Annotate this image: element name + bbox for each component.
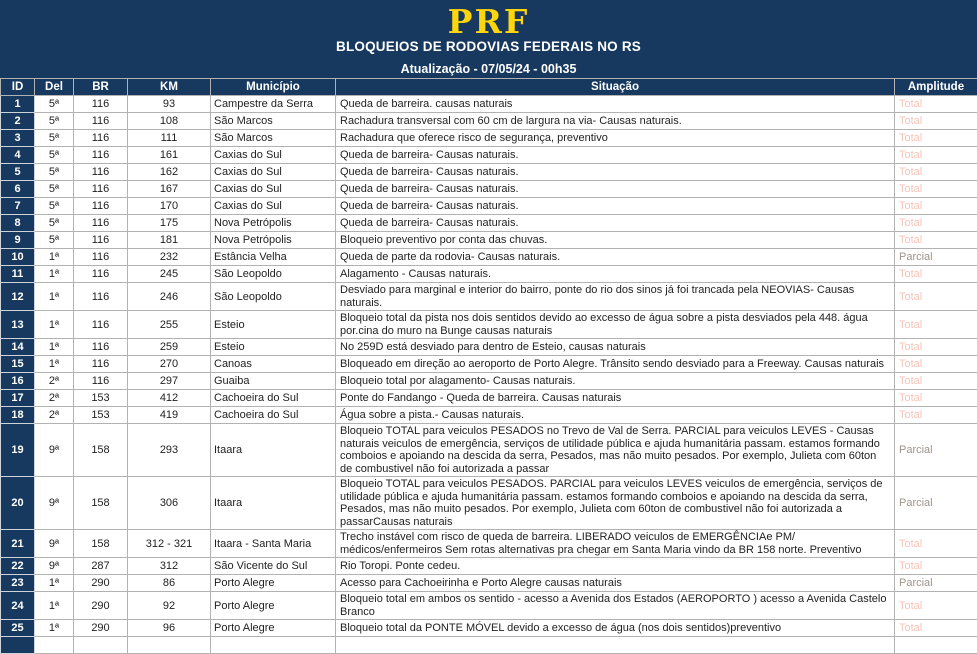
row-id-cell: 24 — [1, 592, 35, 620]
row-id-cell — [1, 637, 35, 654]
row-id-cell: 17 — [1, 390, 35, 407]
row-id-cell: 22 — [1, 558, 35, 575]
amplitude-cell — [895, 637, 977, 654]
situacao-cell: Bloqueio total em ambos os sentido - acesso a Avenida dos Estados (AEROPORTO ) acesso a Avenida Castelo Branco — [336, 592, 895, 620]
situacao-cell: Bloqueio TOTAL para veiculos PESADOS. PARCIAL para veiculos LEVES veiculos de emergência, serviços de utilidade pública e ajuda humanitária passam. estamos formando comboios e apoiando na descida da serra, Pesados, mas não muito pesados. Por exemplo, Julieta com 60ton de combustivel não foi autorizada a passarCausas naturais — [336, 477, 895, 530]
br-cell: 116 — [74, 181, 128, 198]
amplitude-cell: Total — [895, 181, 977, 198]
municipio-cell: Cachoeira do Sul — [211, 407, 336, 424]
km-cell: 181 — [128, 232, 211, 249]
blockades-table — [0, 78, 977, 654]
br-cell: 116 — [74, 147, 128, 164]
km-cell: 297 — [128, 373, 211, 390]
br-cell: 116 — [74, 113, 128, 130]
municipio-cell: Caxias do Sul — [211, 147, 336, 164]
row-id-cell: 21 — [1, 530, 35, 558]
table-row — [1, 390, 977, 407]
municipio-cell: Itaara — [211, 477, 336, 530]
km-cell: 162 — [128, 164, 211, 181]
municipio-cell: Nova Petrópolis — [211, 232, 336, 249]
amplitude-cell: Total — [895, 266, 977, 283]
municipio-cell: Porto Alegre — [211, 592, 336, 620]
del-cell: 1ª — [35, 249, 74, 266]
amplitude-cell: Parcial — [895, 249, 977, 266]
table-row — [1, 249, 977, 266]
br-cell: 116 — [74, 96, 128, 113]
row-id-cell: 16 — [1, 373, 35, 390]
br-cell: 158 — [74, 477, 128, 530]
row-id-cell: 14 — [1, 339, 35, 356]
report-header — [0, 0, 977, 78]
table-header-row — [1, 79, 977, 96]
municipio-cell: Cachoeira do Sul — [211, 390, 336, 407]
table-row — [1, 339, 977, 356]
del-cell: 5ª — [35, 96, 74, 113]
municipio-cell: São Leopoldo — [211, 283, 336, 311]
table-row — [1, 215, 977, 232]
amplitude-cell: Total — [895, 130, 977, 147]
km-cell: 175 — [128, 215, 211, 232]
table-row — [1, 477, 977, 530]
km-cell: 270 — [128, 356, 211, 373]
situacao-cell: Bloqueio total da pista nos dois sentidos devido ao excesso de água sobre a pista desviados pela 448. água por.cina do muro na Bunge causas naturais — [336, 311, 895, 339]
br-cell: 290 — [74, 620, 128, 637]
amplitude-cell: Total — [895, 96, 977, 113]
municipio-cell: Esteio — [211, 311, 336, 339]
km-cell: 111 — [128, 130, 211, 147]
table-row — [1, 198, 977, 215]
row-id-cell: 19 — [1, 424, 35, 477]
table-row — [1, 147, 977, 164]
column-header-amplitude: Amplitude — [895, 79, 977, 96]
br-cell: 116 — [74, 198, 128, 215]
br-cell: 290 — [74, 592, 128, 620]
column-header-situacao: Situação — [336, 79, 895, 96]
situacao-cell: Acesso para Cachoeirinha e Porto Alegre causas naturais — [336, 575, 895, 592]
table-row — [1, 592, 977, 620]
amplitude-cell: Parcial — [895, 477, 977, 530]
update-timestamp: Atualização - 07/05/24 - 00h35 — [0, 62, 977, 76]
del-cell: 1ª — [35, 620, 74, 637]
br-cell: 116 — [74, 373, 128, 390]
amplitude-cell: Parcial — [895, 575, 977, 592]
km-cell: 92 — [128, 592, 211, 620]
municipio-cell: São Marcos — [211, 130, 336, 147]
amplitude-cell: Parcial — [895, 424, 977, 477]
page-title: BLOQUEIOS DE RODOVIAS FEDERAIS NO RS — [0, 39, 977, 54]
table-row — [1, 637, 977, 654]
del-cell: 1ª — [35, 283, 74, 311]
row-id-cell: 12 — [1, 283, 35, 311]
amplitude-cell: Total — [895, 390, 977, 407]
situacao-cell: Queda de parte da rodovia- Causas naturais. — [336, 249, 895, 266]
municipio-cell: Esteio — [211, 339, 336, 356]
situacao-cell: Ponte do Fandango - Queda de barreira. Causas naturais — [336, 390, 895, 407]
del-cell: 1ª — [35, 356, 74, 373]
table-row — [1, 575, 977, 592]
table-row — [1, 356, 977, 373]
municipio-cell: São Vicente do Sul — [211, 558, 336, 575]
del-cell: 9ª — [35, 530, 74, 558]
table-row — [1, 232, 977, 249]
br-cell — [74, 637, 128, 654]
km-cell: 170 — [128, 198, 211, 215]
km-cell: 412 — [128, 390, 211, 407]
municipio-cell: Estância Velha — [211, 249, 336, 266]
km-cell: 259 — [128, 339, 211, 356]
table-row — [1, 311, 977, 339]
table-body — [1, 96, 977, 654]
row-id-cell: 10 — [1, 249, 35, 266]
del-cell: 1ª — [35, 575, 74, 592]
amplitude-cell: Total — [895, 620, 977, 637]
table-row — [1, 181, 977, 198]
municipio-cell: Nova Petrópolis — [211, 215, 336, 232]
situacao-cell: Queda de barreira- Causas naturais. — [336, 164, 895, 181]
table-row — [1, 373, 977, 390]
row-id-cell: 6 — [1, 181, 35, 198]
municipio-cell: Itaara - Santa Maria — [211, 530, 336, 558]
km-cell: 255 — [128, 311, 211, 339]
km-cell: 293 — [128, 424, 211, 477]
del-cell: 5ª — [35, 130, 74, 147]
situacao-cell: No 259D está desviado para dentro de Esteio, causas naturais — [336, 339, 895, 356]
br-cell: 158 — [74, 424, 128, 477]
situacao-cell: Rio Toropi. Ponte cedeu. — [336, 558, 895, 575]
situacao-cell: Alagamento - Causas naturais. — [336, 266, 895, 283]
del-cell: 5ª — [35, 198, 74, 215]
del-cell: 1ª — [35, 311, 74, 339]
br-cell: 116 — [74, 249, 128, 266]
table-row — [1, 424, 977, 477]
amplitude-cell: Total — [895, 373, 977, 390]
row-id-cell: 8 — [1, 215, 35, 232]
amplitude-cell: Total — [895, 147, 977, 164]
row-id-cell: 5 — [1, 164, 35, 181]
row-id-cell: 4 — [1, 147, 35, 164]
situacao-cell: Queda de barreira- Causas naturais. — [336, 181, 895, 198]
column-header-id: ID — [1, 79, 35, 96]
municipio-cell: Caxias do Sul — [211, 181, 336, 198]
km-cell: 108 — [128, 113, 211, 130]
del-cell: 1ª — [35, 592, 74, 620]
del-cell: 1ª — [35, 339, 74, 356]
del-cell: 9ª — [35, 424, 74, 477]
amplitude-cell: Total — [895, 558, 977, 575]
amplitude-cell: Total — [895, 215, 977, 232]
br-cell: 116 — [74, 283, 128, 311]
br-cell: 116 — [74, 164, 128, 181]
del-cell: 2ª — [35, 390, 74, 407]
amplitude-cell: Total — [895, 592, 977, 620]
km-cell: 232 — [128, 249, 211, 266]
row-id-cell: 23 — [1, 575, 35, 592]
table-row — [1, 113, 977, 130]
del-cell: 5ª — [35, 181, 74, 198]
row-id-cell: 7 — [1, 198, 35, 215]
municipio-cell: Caxias do Sul — [211, 198, 336, 215]
row-id-cell: 11 — [1, 266, 35, 283]
km-cell: 96 — [128, 620, 211, 637]
km-cell: 161 — [128, 147, 211, 164]
km-cell: 245 — [128, 266, 211, 283]
situacao-cell: Desviado para marginal e interior do bairro, ponte do rio dos sinos já foi trancada pela NEOVIAS- Causas naturais. — [336, 283, 895, 311]
br-cell: 116 — [74, 215, 128, 232]
del-cell: 5ª — [35, 215, 74, 232]
situacao-cell: Bloqueio total por alagamento- Causas naturais. — [336, 373, 895, 390]
br-cell: 116 — [74, 356, 128, 373]
table-row — [1, 407, 977, 424]
row-id-cell: 9 — [1, 232, 35, 249]
table-row — [1, 558, 977, 575]
municipio-cell: Caxias do Sul — [211, 164, 336, 181]
br-cell: 116 — [74, 232, 128, 249]
row-id-cell: 3 — [1, 130, 35, 147]
municipio-cell: Canoas — [211, 356, 336, 373]
br-cell: 153 — [74, 407, 128, 424]
km-cell: 312 — [128, 558, 211, 575]
row-id-cell: 18 — [1, 407, 35, 424]
br-cell: 290 — [74, 575, 128, 592]
amplitude-cell: Total — [895, 407, 977, 424]
br-cell: 158 — [74, 530, 128, 558]
table-row — [1, 620, 977, 637]
municipio-cell: Porto Alegre — [211, 575, 336, 592]
situacao-cell: Trecho instável com risco de queda de barreira. LIBERADO veiculos de EMERGÊNCIAe PM/ médicos/enfermeiros Sem rotas alternativas pra chegar em Santa Maria vindo da BR 158 norte. Preventivo — [336, 530, 895, 558]
situacao-cell: Água sobre a pista.- Causas naturais. — [336, 407, 895, 424]
situacao-cell: Bloqueado em direção ao aeroporto de Porto Alegre. Trânsito sendo desviado para a Freeway. Causas naturais — [336, 356, 895, 373]
row-id-cell: 2 — [1, 113, 35, 130]
amplitude-cell: Total — [895, 283, 977, 311]
situacao-cell: Bloqueio total da PONTE MÓVEL devido a excesso de água (nos dois sentidos)preventivo — [336, 620, 895, 637]
km-cell: 93 — [128, 96, 211, 113]
br-cell: 116 — [74, 311, 128, 339]
row-id-cell: 15 — [1, 356, 35, 373]
km-cell — [128, 637, 211, 654]
amplitude-cell: Total — [895, 232, 977, 249]
situacao-cell: Bloqueio TOTAL para veiculos PESADOS no Trevo de Val de Serra. PARCIAL para veiculos LEVES - Causas naturais veiculos de emergência, serviços de utilidade pública e ajuda humanitária passam. estamos formando comboios e apoiando na descida da serra, Pesados, mas não muito pesados. Por exemplo, Julieta com 60ton de combustivel não foi autorizada a passar — [336, 424, 895, 477]
amplitude-cell: Total — [895, 113, 977, 130]
del-cell: 2ª — [35, 407, 74, 424]
km-cell: 306 — [128, 477, 211, 530]
amplitude-cell: Total — [895, 530, 977, 558]
br-cell: 287 — [74, 558, 128, 575]
column-header-km: KM — [128, 79, 211, 96]
km-cell: 312 - 321 — [128, 530, 211, 558]
br-cell: 116 — [74, 266, 128, 283]
del-cell: 1ª — [35, 266, 74, 283]
table-row — [1, 164, 977, 181]
situacao-cell: Queda de barreira. causas naturais — [336, 96, 895, 113]
amplitude-cell: Total — [895, 356, 977, 373]
del-cell: 5ª — [35, 232, 74, 249]
municipio-cell: Itaara — [211, 424, 336, 477]
table-row — [1, 283, 977, 311]
amplitude-cell: Total — [895, 164, 977, 181]
situacao-cell: Rachadura transversal com 60 cm de largura na via- Causas naturais. — [336, 113, 895, 130]
br-cell: 153 — [74, 390, 128, 407]
row-id-cell: 25 — [1, 620, 35, 637]
municipio-cell: Porto Alegre — [211, 620, 336, 637]
situacao-cell — [336, 637, 895, 654]
del-cell: 5ª — [35, 147, 74, 164]
km-cell: 419 — [128, 407, 211, 424]
table-row — [1, 130, 977, 147]
situacao-cell: Queda de barreira- Causas naturais. — [336, 147, 895, 164]
km-cell: 246 — [128, 283, 211, 311]
municipio-cell: São Marcos — [211, 113, 336, 130]
del-cell: 9ª — [35, 558, 74, 575]
row-id-cell: 1 — [1, 96, 35, 113]
amplitude-cell: Total — [895, 311, 977, 339]
table-row — [1, 96, 977, 113]
prf-logo: PRF — [0, 0, 977, 38]
amplitude-cell: Total — [895, 339, 977, 356]
municipio-cell: Campestre da Serra — [211, 96, 336, 113]
br-cell: 116 — [74, 339, 128, 356]
del-cell: 2ª — [35, 373, 74, 390]
table-row — [1, 530, 977, 558]
situacao-cell: Bloqueio preventivo por conta das chuvas. — [336, 232, 895, 249]
km-cell: 167 — [128, 181, 211, 198]
km-cell: 86 — [128, 575, 211, 592]
municipio-cell: São Leopoldo — [211, 266, 336, 283]
column-header-br: BR — [74, 79, 128, 96]
del-cell — [35, 637, 74, 654]
situacao-cell: Rachadura que oferece risco de segurança, preventivo — [336, 130, 895, 147]
amplitude-cell: Total — [895, 198, 977, 215]
municipio-cell: Guaiba — [211, 373, 336, 390]
column-header-del: Del — [35, 79, 74, 96]
municipio-cell — [211, 637, 336, 654]
del-cell: 5ª — [35, 113, 74, 130]
del-cell: 5ª — [35, 164, 74, 181]
row-id-cell: 20 — [1, 477, 35, 530]
row-id-cell: 13 — [1, 311, 35, 339]
table-row — [1, 266, 977, 283]
situacao-cell: Queda de barreira- Causas naturais. — [336, 198, 895, 215]
br-cell: 116 — [74, 130, 128, 147]
situacao-cell: Queda de barreira- Causas naturais. — [336, 215, 895, 232]
column-header-municipio: Município — [211, 79, 336, 96]
del-cell: 9ª — [35, 477, 74, 530]
